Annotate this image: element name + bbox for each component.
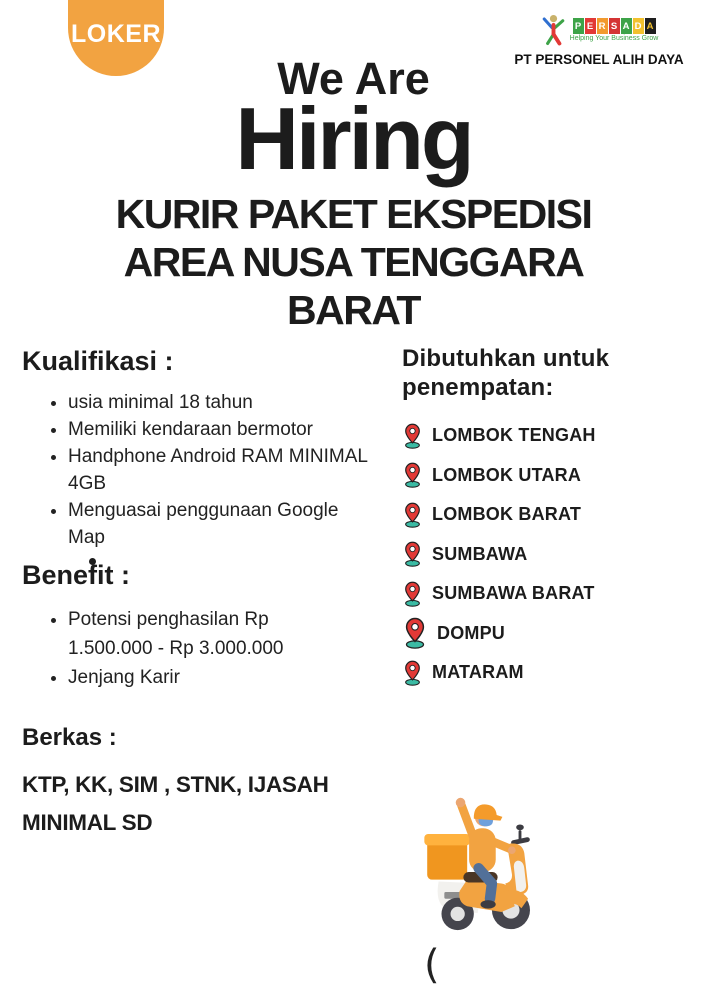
persada-wordmark bbox=[570, 18, 659, 42]
list-item bbox=[402, 416, 702, 456]
persada-letter: A bbox=[621, 18, 632, 34]
location-pin-icon bbox=[402, 617, 428, 649]
berkas-text: KTP, KK, SIM , STNK, IJASAH MINIMAL SD bbox=[22, 772, 329, 835]
logo-tagline: Helping Your Business Grow bbox=[569, 35, 659, 42]
logo-row bbox=[513, 12, 685, 48]
benefit-list bbox=[22, 605, 303, 692]
placement-heading: Dibutuhkan untuk penempatan: bbox=[402, 345, 610, 401]
benefit-heading: Benefit : bbox=[22, 560, 130, 590]
location-pin-icon bbox=[402, 660, 423, 686]
list-item bbox=[402, 495, 702, 535]
partial-footer-text: ( bbox=[424, 942, 440, 988]
location-list bbox=[402, 416, 702, 693]
location-label: MATARAM bbox=[432, 662, 524, 683]
headline-we-are: We Are bbox=[277, 53, 430, 104]
kualifikasi-section bbox=[22, 346, 378, 551]
persada-letter: A bbox=[645, 18, 656, 34]
headline-role-line: BARAT bbox=[287, 286, 420, 333]
persada-letter: P bbox=[573, 18, 584, 34]
delivery-scooter-illustration bbox=[423, 794, 538, 932]
list-item bbox=[402, 653, 702, 693]
list-item: • Potensi penghasilan Rp 1.500.000 - Rp 3.000.000 bbox=[68, 605, 303, 663]
headline-hiring: Hiring bbox=[235, 89, 472, 188]
list-item: • Menguasai penggunaan Google Map bbox=[68, 497, 374, 551]
headline-role-line: KURIR PAKET EKSPEDISI bbox=[115, 190, 592, 237]
list-item bbox=[402, 614, 702, 654]
location-label: SUMBAWA bbox=[432, 543, 528, 564]
list-item bbox=[402, 535, 702, 575]
location-pin-icon bbox=[402, 541, 423, 567]
placement-section bbox=[402, 344, 702, 693]
location-label: SUMBAWA BARAT bbox=[432, 583, 595, 604]
headline-role-line: AREA NUSA TENGGARA bbox=[123, 238, 584, 285]
kualifikasi-list bbox=[22, 389, 374, 551]
berkas-section bbox=[22, 724, 372, 842]
headline bbox=[0, 53, 707, 334]
persada-letter: D bbox=[633, 18, 644, 34]
location-label: LOMBOK UTARA bbox=[432, 464, 582, 485]
loker-badge-label: LOKER bbox=[71, 19, 161, 48]
location-label: LOMBOK BARAT bbox=[432, 504, 582, 525]
list-item bbox=[402, 574, 702, 614]
list-item: • Jenjang Karir bbox=[68, 663, 303, 692]
location-label: LOMBOK TENGAH bbox=[432, 425, 596, 446]
location-label: DOMPU bbox=[437, 622, 505, 643]
kualifikasi-heading: Kualifikasi : bbox=[22, 346, 174, 376]
figure-head bbox=[550, 15, 557, 22]
list-item: • usia minimal 18 tahun bbox=[68, 389, 374, 416]
benefit-section bbox=[22, 560, 312, 692]
persada-figure-icon bbox=[540, 12, 567, 48]
headline-role bbox=[0, 190, 707, 334]
location-pin-icon bbox=[402, 423, 423, 449]
list-item: • Memiliki kendaraan bermotor bbox=[68, 416, 374, 443]
persada-letter: S bbox=[609, 18, 620, 34]
company-name: PT PERSONEL ALIH DAYA bbox=[514, 52, 684, 67]
persada-letter: R bbox=[597, 18, 608, 34]
berkas-heading: Berkas : bbox=[22, 724, 117, 751]
list-item: • Handphone Android RAM MINIMAL 4GB bbox=[68, 443, 374, 497]
list-item bbox=[402, 456, 702, 496]
location-pin-icon bbox=[402, 462, 423, 488]
persada-letter: E bbox=[585, 18, 596, 34]
location-pin-icon bbox=[402, 502, 423, 528]
location-pin-icon bbox=[402, 581, 423, 607]
